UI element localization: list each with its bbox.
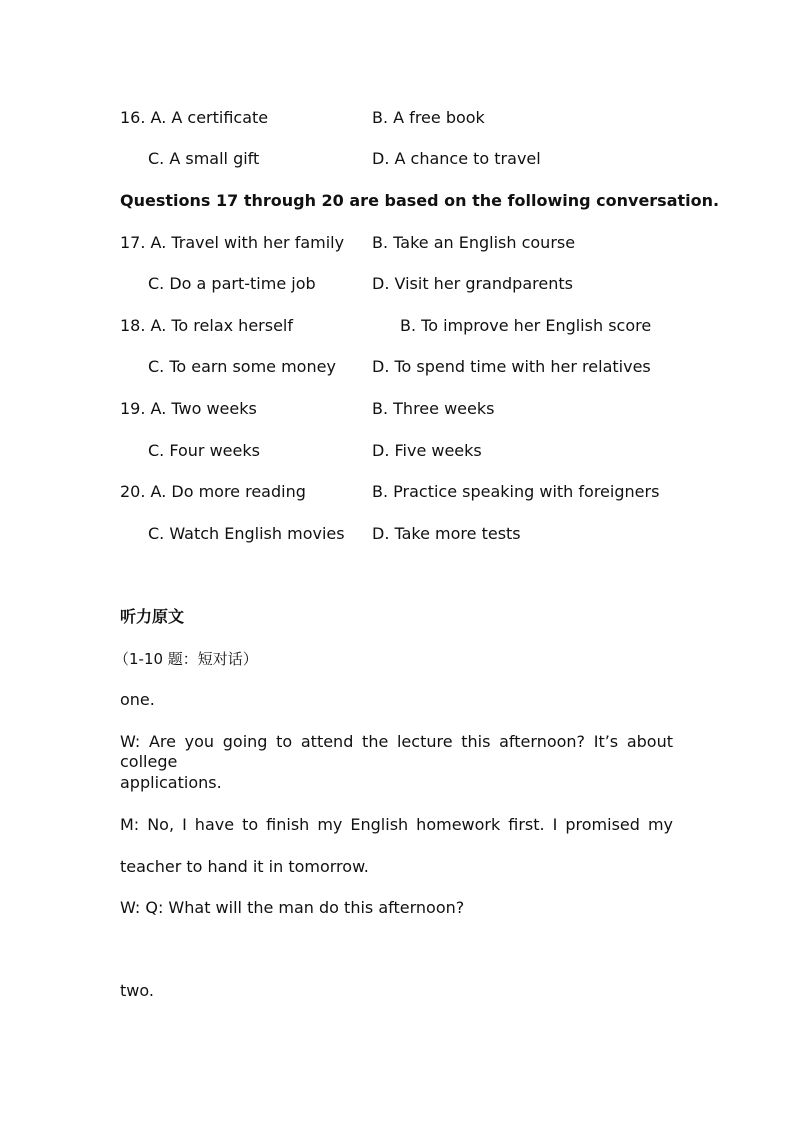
q17-option-b: B. Take an English course [372, 233, 576, 252]
q16-option-a: 16. A. A certificate [120, 108, 269, 127]
q20-option-b: B. Practice speaking with foreigners [372, 482, 660, 501]
q16-option-c: C. A small gift [148, 149, 260, 168]
dialogue-one-label: one. [120, 690, 155, 709]
q17-option-d: D. Visit her grandparents [372, 274, 573, 293]
q19-option-c: C. Four weeks [148, 441, 260, 460]
q16-option-d: D. A chance to travel [372, 149, 541, 168]
q16-option-b: B. A free book [372, 108, 485, 127]
transcript-title: 听力原文 [120, 607, 185, 626]
q19-option-b: B. Three weeks [372, 399, 495, 418]
q17-option-a: 17. A. Travel with her family [120, 233, 345, 252]
dialogue-one-question: W: Q: What will the man do this afternoon? [120, 898, 465, 917]
q20-option-a: 20. A. Do more reading [120, 482, 306, 501]
q18-option-a: 18. A. To relax herself [120, 316, 293, 335]
q18-option-b: B. To improve her English score [400, 316, 652, 335]
dialogue-one-man-line-1: M: No, I have to finish my English homework first. I promised my [120, 815, 673, 834]
q20-option-c: C. Watch English movies [148, 524, 345, 543]
q18-option-c: C. To earn some money [148, 357, 336, 376]
q19-option-a: 19. A. Two weeks [120, 399, 257, 418]
transcript-subtitle: （1-10 题：短对话） [114, 650, 258, 668]
q20-option-d: D. Take more tests [372, 524, 521, 543]
dialogue-two-label: two. [120, 981, 154, 1000]
q19-option-d: D. Five weeks [372, 441, 482, 460]
dialogue-one-woman-line-1: W: Are you going to attend the lecture this afternoon? It’s about college [120, 732, 673, 771]
q17-option-c: C. Do a part-time job [148, 274, 316, 293]
section-heading: Questions 17 through 20 are based on the following conversation. [120, 191, 720, 210]
q18-option-d: D. To spend time with her relatives [372, 357, 651, 376]
dialogue-one-man-line-2: teacher to hand it in tomorrow. [120, 857, 369, 876]
dialogue-one-woman-line-2: applications. [120, 773, 222, 792]
